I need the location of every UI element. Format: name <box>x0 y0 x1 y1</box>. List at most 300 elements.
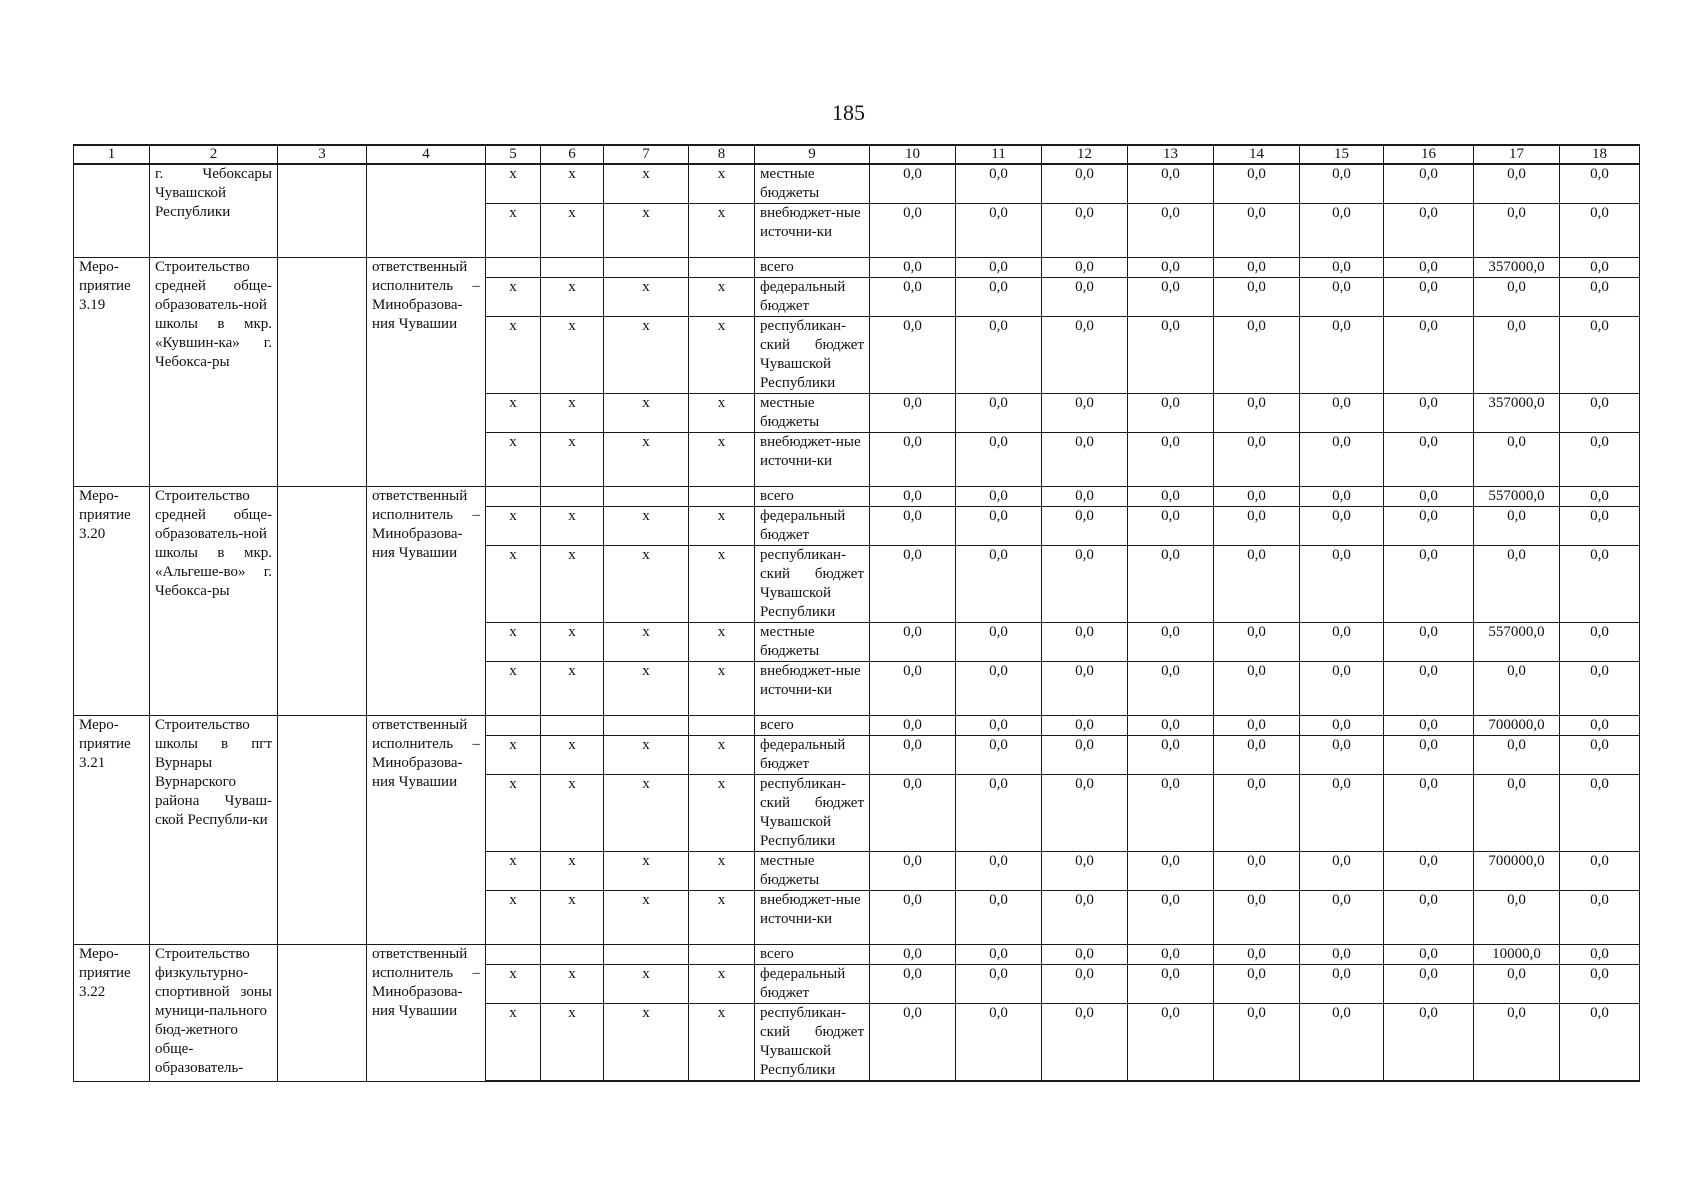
code-mark: х <box>486 1004 541 1082</box>
funding-value-col-16: 0,0 <box>1384 278 1474 317</box>
funding-value-col-12: 0,0 <box>1042 394 1128 433</box>
code-mark <box>486 716 541 736</box>
code-mark: х <box>486 736 541 775</box>
funding-value-col-13: 0,0 <box>1128 891 1214 945</box>
measure-col-3 <box>278 487 367 716</box>
funding-value-col-18: 0,0 <box>1560 775 1640 852</box>
funding-value-col-17: 557000,0 <box>1474 623 1560 662</box>
code-mark <box>604 716 689 736</box>
funding-value-col-14: 0,0 <box>1214 317 1300 394</box>
code-mark: х <box>486 775 541 852</box>
funding-value-col-11: 0,0 <box>956 394 1042 433</box>
funding-value-col-16: 0,0 <box>1384 164 1474 204</box>
funding-value-col-13: 0,0 <box>1128 736 1214 775</box>
code-mark: х <box>604 736 689 775</box>
funding-value-col-18: 0,0 <box>1560 433 1640 487</box>
funding-value-col-10: 0,0 <box>870 546 956 623</box>
header-col-4: 4 <box>367 145 486 164</box>
funding-value-col-14: 0,0 <box>1214 258 1300 278</box>
funding-value-col-15: 0,0 <box>1300 775 1384 852</box>
funding-source: республикан-ский бюджет Чувашской Республики <box>755 1004 870 1082</box>
code-mark: х <box>689 278 755 317</box>
funding-source: республикан-ский бюджет Чувашской Республики <box>755 317 870 394</box>
funding-source: местные бюджеты <box>755 164 870 204</box>
funding-value-col-10: 0,0 <box>870 623 956 662</box>
funding-value-col-13: 0,0 <box>1128 1004 1214 1082</box>
funding-value-col-18: 0,0 <box>1560 965 1640 1004</box>
funding-value-col-14: 0,0 <box>1214 736 1300 775</box>
funding-value-col-13: 0,0 <box>1128 258 1214 278</box>
header-col-6: 6 <box>541 145 604 164</box>
funding-value-col-18: 0,0 <box>1560 736 1640 775</box>
funding-value-col-12: 0,0 <box>1042 716 1128 736</box>
funding-value-col-17: 0,0 <box>1474 546 1560 623</box>
code-mark: х <box>604 546 689 623</box>
funding-value-col-10: 0,0 <box>870 891 956 945</box>
measure-name: г. Чебоксары Чувашской Республики <box>150 164 278 258</box>
header-col-8: 8 <box>689 145 755 164</box>
table-header <box>74 145 1640 164</box>
funding-value-col-10: 0,0 <box>870 775 956 852</box>
funding-value-col-10: 0,0 <box>870 852 956 891</box>
funding-value-col-12: 0,0 <box>1042 487 1128 507</box>
funding-source: всего <box>755 945 870 965</box>
code-mark: х <box>689 164 755 204</box>
code-mark: х <box>689 775 755 852</box>
funding-value-col-10: 0,0 <box>870 164 956 204</box>
funding-value-col-13: 0,0 <box>1128 716 1214 736</box>
funding-value-col-12: 0,0 <box>1042 164 1128 204</box>
funding-value-col-10: 0,0 <box>870 433 956 487</box>
funding-value-col-13: 0,0 <box>1128 965 1214 1004</box>
funding-value-col-18: 0,0 <box>1560 317 1640 394</box>
funding-value-col-16: 0,0 <box>1384 1004 1474 1082</box>
funding-value-col-13: 0,0 <box>1128 487 1214 507</box>
code-mark: х <box>604 891 689 945</box>
funding-value-col-13: 0,0 <box>1128 317 1214 394</box>
measure-name: Строительство средней обще-образователь-ной школы в мкр. «Кувшин-ка» г. Чебокса-ры <box>150 258 278 487</box>
funding-value-col-10: 0,0 <box>870 716 956 736</box>
funding-value-col-14: 0,0 <box>1214 945 1300 965</box>
funding-value-col-18: 0,0 <box>1560 623 1640 662</box>
funding-value-col-17: 0,0 <box>1474 433 1560 487</box>
table-body <box>74 164 1640 1081</box>
funding-value-col-17: 10000,0 <box>1474 945 1560 965</box>
funding-value-col-13: 0,0 <box>1128 623 1214 662</box>
header-col-17: 17 <box>1474 145 1560 164</box>
funding-value-col-10: 0,0 <box>870 204 956 258</box>
code-mark: х <box>689 317 755 394</box>
funding-value-col-17: 0,0 <box>1474 278 1560 317</box>
page-number: 185 <box>832 100 865 125</box>
funding-value-col-13: 0,0 <box>1128 775 1214 852</box>
header-col-15: 15 <box>1300 145 1384 164</box>
funding-value-col-12: 0,0 <box>1042 736 1128 775</box>
measure-code: Меро-приятие 3.22 <box>74 945 150 1082</box>
header-col-14: 14 <box>1214 145 1300 164</box>
measure-code: Меро-приятие 3.20 <box>74 487 150 716</box>
funding-value-col-14: 0,0 <box>1214 852 1300 891</box>
funding-value-col-14: 0,0 <box>1214 487 1300 507</box>
funding-value-col-11: 0,0 <box>956 317 1042 394</box>
funding-value-col-16: 0,0 <box>1384 487 1474 507</box>
funding-value-col-15: 0,0 <box>1300 487 1384 507</box>
header-row <box>74 145 1640 164</box>
funding-value-col-16: 0,0 <box>1384 736 1474 775</box>
funding-value-col-10: 0,0 <box>870 965 956 1004</box>
code-mark: х <box>604 1004 689 1082</box>
code-mark: х <box>689 507 755 546</box>
code-mark: х <box>689 736 755 775</box>
funding-value-col-11: 0,0 <box>956 487 1042 507</box>
code-mark: х <box>689 852 755 891</box>
code-mark <box>689 258 755 278</box>
code-mark: х <box>541 965 604 1004</box>
funding-value-col-11: 0,0 <box>956 891 1042 945</box>
funding-value-col-17: 0,0 <box>1474 736 1560 775</box>
funding-value-col-14: 0,0 <box>1214 546 1300 623</box>
code-mark <box>541 945 604 965</box>
measure-code <box>74 164 150 258</box>
funding-source: внебюджет-ные источни-ки <box>755 891 870 945</box>
funding-value-col-15: 0,0 <box>1300 164 1384 204</box>
funding-value-col-15: 0,0 <box>1300 546 1384 623</box>
code-mark: х <box>604 852 689 891</box>
code-mark <box>486 487 541 507</box>
code-mark: х <box>604 433 689 487</box>
code-mark: х <box>541 164 604 204</box>
funding-source: внебюджет-ные источни-ки <box>755 662 870 716</box>
code-mark: х <box>604 204 689 258</box>
header-col-10: 10 <box>870 145 956 164</box>
funding-value-col-12: 0,0 <box>1042 204 1128 258</box>
funding-value-col-14: 0,0 <box>1214 662 1300 716</box>
funding-value-col-17: 0,0 <box>1474 317 1560 394</box>
funding-value-col-15: 0,0 <box>1300 945 1384 965</box>
header-col-13: 13 <box>1128 145 1214 164</box>
funding-value-col-15: 0,0 <box>1300 662 1384 716</box>
funding-value-col-17: 0,0 <box>1474 164 1560 204</box>
funding-source: местные бюджеты <box>755 394 870 433</box>
funding-value-col-15: 0,0 <box>1300 507 1384 546</box>
header-col-9: 9 <box>755 145 870 164</box>
funding-value-col-15: 0,0 <box>1300 394 1384 433</box>
funding-value-col-16: 0,0 <box>1384 623 1474 662</box>
funding-value-col-11: 0,0 <box>956 965 1042 1004</box>
funding-value-col-10: 0,0 <box>870 278 956 317</box>
code-mark: х <box>604 394 689 433</box>
funding-value-col-11: 0,0 <box>956 1004 1042 1082</box>
code-mark: х <box>486 433 541 487</box>
funding-value-col-13: 0,0 <box>1128 204 1214 258</box>
code-mark <box>604 487 689 507</box>
funding-value-col-14: 0,0 <box>1214 716 1300 736</box>
code-mark: х <box>486 278 541 317</box>
funding-value-col-10: 0,0 <box>870 317 956 394</box>
code-mark: х <box>689 433 755 487</box>
measure-col-3 <box>278 258 367 487</box>
funding-value-col-11: 0,0 <box>956 716 1042 736</box>
measure-executor: ответственный исполнитель – Минобразова-ния Чувашии <box>367 716 486 945</box>
funding-value-col-16: 0,0 <box>1384 945 1474 965</box>
funding-value-col-16: 0,0 <box>1384 394 1474 433</box>
code-mark <box>541 487 604 507</box>
code-mark: х <box>689 204 755 258</box>
funding-value-col-14: 0,0 <box>1214 394 1300 433</box>
header-col-7: 7 <box>604 145 689 164</box>
funding-value-col-14: 0,0 <box>1214 1004 1300 1082</box>
code-mark: х <box>541 433 604 487</box>
funding-value-col-11: 0,0 <box>956 164 1042 204</box>
funding-source: внебюджет-ные источни-ки <box>755 433 870 487</box>
funding-value-col-12: 0,0 <box>1042 965 1128 1004</box>
funding-value-col-16: 0,0 <box>1384 433 1474 487</box>
code-mark: х <box>486 164 541 204</box>
funding-source: федеральный бюджет <box>755 278 870 317</box>
funding-value-col-11: 0,0 <box>956 662 1042 716</box>
funding-value-col-18: 0,0 <box>1560 662 1640 716</box>
funding-source: внебюджет-ные источни-ки <box>755 204 870 258</box>
funding-value-col-16: 0,0 <box>1384 662 1474 716</box>
funding-value-col-18: 0,0 <box>1560 945 1640 965</box>
funding-source: республикан-ский бюджет Чувашской Республики <box>755 775 870 852</box>
header-col-1: 1 <box>74 145 150 164</box>
funding-value-col-14: 0,0 <box>1214 204 1300 258</box>
funding-value-col-15: 0,0 <box>1300 204 1384 258</box>
funding-value-col-11: 0,0 <box>956 507 1042 546</box>
funding-value-col-12: 0,0 <box>1042 662 1128 716</box>
funding-source: федеральный бюджет <box>755 965 870 1004</box>
funding-value-col-12: 0,0 <box>1042 623 1128 662</box>
code-mark: х <box>541 775 604 852</box>
funding-value-col-18: 0,0 <box>1560 507 1640 546</box>
funding-value-col-13: 0,0 <box>1128 164 1214 204</box>
funding-source: федеральный бюджет <box>755 736 870 775</box>
header-col-3: 3 <box>278 145 367 164</box>
funding-value-col-13: 0,0 <box>1128 394 1214 433</box>
funding-value-col-11: 0,0 <box>956 775 1042 852</box>
funding-source: республикан-ский бюджет Чувашской Республики <box>755 546 870 623</box>
funding-value-col-15: 0,0 <box>1300 278 1384 317</box>
measure-name: Строительство средней обще-образователь-ной школы в мкр. «Альгеше-во» г. Чебокса-ры <box>150 487 278 716</box>
funding-value-col-11: 0,0 <box>956 433 1042 487</box>
code-mark <box>689 487 755 507</box>
funding-value-col-14: 0,0 <box>1214 891 1300 945</box>
code-mark: х <box>604 507 689 546</box>
code-mark: х <box>486 204 541 258</box>
funding-value-col-13: 0,0 <box>1128 433 1214 487</box>
code-mark: х <box>541 662 604 716</box>
funding-value-col-18: 0,0 <box>1560 891 1640 945</box>
measure-col-3 <box>278 164 367 258</box>
funding-value-col-10: 0,0 <box>870 487 956 507</box>
code-mark <box>604 258 689 278</box>
header-col-12: 12 <box>1042 145 1128 164</box>
funding-value-col-15: 0,0 <box>1300 852 1384 891</box>
funding-source: всего <box>755 716 870 736</box>
funding-value-col-18: 0,0 <box>1560 1004 1640 1082</box>
funding-value-col-16: 0,0 <box>1384 716 1474 736</box>
code-mark: х <box>541 623 604 662</box>
funding-value-col-18: 0,0 <box>1560 394 1640 433</box>
measure-code: Меро-приятие 3.19 <box>74 258 150 487</box>
code-mark: х <box>689 546 755 623</box>
funding-value-col-17: 700000,0 <box>1474 716 1560 736</box>
header-col-5: 5 <box>486 145 541 164</box>
funding-source: местные бюджеты <box>755 623 870 662</box>
funding-value-col-12: 0,0 <box>1042 317 1128 394</box>
code-mark: х <box>604 965 689 1004</box>
code-mark: х <box>541 546 604 623</box>
code-mark: х <box>486 317 541 394</box>
funding-value-col-15: 0,0 <box>1300 623 1384 662</box>
table-row <box>74 716 1640 736</box>
measure-name: Строительство физкультурно-спортивной зоны муници-пального бюд-жетного обще-образователь- <box>150 945 278 1082</box>
code-mark: х <box>689 891 755 945</box>
funding-value-col-16: 0,0 <box>1384 258 1474 278</box>
funding-value-col-12: 0,0 <box>1042 507 1128 546</box>
funding-value-col-17: 0,0 <box>1474 965 1560 1004</box>
code-mark: х <box>541 852 604 891</box>
table-row <box>74 945 1640 965</box>
code-mark: х <box>541 891 604 945</box>
funding-value-col-12: 0,0 <box>1042 546 1128 623</box>
funding-value-col-12: 0,0 <box>1042 433 1128 487</box>
code-mark: х <box>541 204 604 258</box>
code-mark <box>541 258 604 278</box>
table-row <box>74 258 1640 278</box>
code-mark: х <box>689 965 755 1004</box>
code-mark <box>604 945 689 965</box>
code-mark: х <box>541 736 604 775</box>
funding-source: местные бюджеты <box>755 852 870 891</box>
funding-value-col-18: 0,0 <box>1560 204 1640 258</box>
funding-value-col-12: 0,0 <box>1042 258 1128 278</box>
funding-value-col-11: 0,0 <box>956 278 1042 317</box>
measure-executor: ответственный исполнитель – Минобразова-ния Чувашии <box>367 945 486 1082</box>
funding-value-col-18: 0,0 <box>1560 278 1640 317</box>
code-mark: х <box>604 662 689 716</box>
funding-value-col-14: 0,0 <box>1214 164 1300 204</box>
code-mark: х <box>541 1004 604 1082</box>
code-mark <box>541 716 604 736</box>
funding-value-col-15: 0,0 <box>1300 891 1384 945</box>
funding-value-col-16: 0,0 <box>1384 507 1474 546</box>
funding-value-col-18: 0,0 <box>1560 258 1640 278</box>
funding-value-col-12: 0,0 <box>1042 1004 1128 1082</box>
funding-value-col-11: 0,0 <box>956 852 1042 891</box>
code-mark: х <box>486 546 541 623</box>
measure-executor: ответственный исполнитель – Минобразова-ния Чувашии <box>367 487 486 716</box>
code-mark: х <box>541 394 604 433</box>
funding-source: всего <box>755 258 870 278</box>
funding-value-col-17: 700000,0 <box>1474 852 1560 891</box>
funding-value-col-12: 0,0 <box>1042 852 1128 891</box>
measure-col-3 <box>278 716 367 945</box>
funding-value-col-12: 0,0 <box>1042 278 1128 317</box>
funding-value-col-11: 0,0 <box>956 945 1042 965</box>
funding-value-col-16: 0,0 <box>1384 775 1474 852</box>
funding-value-col-15: 0,0 <box>1300 258 1384 278</box>
code-mark <box>486 945 541 965</box>
measure-col-3 <box>278 945 367 1082</box>
code-mark: х <box>604 317 689 394</box>
funding-value-col-13: 0,0 <box>1128 546 1214 623</box>
code-mark: х <box>689 623 755 662</box>
funding-value-col-11: 0,0 <box>956 546 1042 623</box>
funding-value-col-17: 0,0 <box>1474 1004 1560 1082</box>
header-col-18: 18 <box>1560 145 1640 164</box>
funding-value-col-10: 0,0 <box>870 736 956 775</box>
funding-value-col-17: 0,0 <box>1474 204 1560 258</box>
funding-value-col-17: 0,0 <box>1474 891 1560 945</box>
funding-value-col-12: 0,0 <box>1042 775 1128 852</box>
funding-value-col-15: 0,0 <box>1300 317 1384 394</box>
measure-executor <box>367 164 486 258</box>
code-mark <box>486 258 541 278</box>
funding-value-col-15: 0,0 <box>1300 965 1384 1004</box>
header-col-16: 16 <box>1384 145 1474 164</box>
code-mark: х <box>604 623 689 662</box>
funding-value-col-11: 0,0 <box>956 204 1042 258</box>
funding-value-col-14: 0,0 <box>1214 278 1300 317</box>
funding-value-col-18: 0,0 <box>1560 487 1640 507</box>
funding-value-col-12: 0,0 <box>1042 891 1128 945</box>
code-mark: х <box>486 965 541 1004</box>
funding-value-col-13: 0,0 <box>1128 945 1214 965</box>
funding-value-col-10: 0,0 <box>870 394 956 433</box>
header-col-11: 11 <box>956 145 1042 164</box>
code-mark: х <box>604 278 689 317</box>
code-mark: х <box>486 891 541 945</box>
funding-value-col-14: 0,0 <box>1214 507 1300 546</box>
funding-value-col-17: 357000,0 <box>1474 258 1560 278</box>
funding-value-col-17: 0,0 <box>1474 775 1560 852</box>
funding-value-col-18: 0,0 <box>1560 716 1640 736</box>
funding-value-col-11: 0,0 <box>956 736 1042 775</box>
code-mark: х <box>541 317 604 394</box>
code-mark <box>689 716 755 736</box>
measure-name: Строительство школы в пгт Вурнары Вурнарского района Чуваш-ской Республи-ки <box>150 716 278 945</box>
funding-value-col-15: 0,0 <box>1300 433 1384 487</box>
table-row <box>74 164 1640 204</box>
funding-value-col-13: 0,0 <box>1128 852 1214 891</box>
funding-value-col-13: 0,0 <box>1128 507 1214 546</box>
funding-value-col-16: 0,0 <box>1384 546 1474 623</box>
code-mark: х <box>486 662 541 716</box>
funding-value-col-17: 0,0 <box>1474 662 1560 716</box>
budget-table <box>73 144 1640 1082</box>
funding-source: федеральный бюджет <box>755 507 870 546</box>
funding-value-col-14: 0,0 <box>1214 965 1300 1004</box>
funding-value-col-15: 0,0 <box>1300 1004 1384 1082</box>
funding-value-col-17: 0,0 <box>1474 507 1560 546</box>
code-mark: х <box>604 164 689 204</box>
code-mark: х <box>541 278 604 317</box>
funding-value-col-18: 0,0 <box>1560 546 1640 623</box>
funding-value-col-15: 0,0 <box>1300 716 1384 736</box>
funding-value-col-13: 0,0 <box>1128 278 1214 317</box>
funding-value-col-16: 0,0 <box>1384 891 1474 945</box>
funding-source: всего <box>755 487 870 507</box>
funding-value-col-11: 0,0 <box>956 258 1042 278</box>
funding-value-col-14: 0,0 <box>1214 775 1300 852</box>
funding-value-col-10: 0,0 <box>870 258 956 278</box>
funding-value-col-10: 0,0 <box>870 507 956 546</box>
funding-value-col-11: 0,0 <box>956 623 1042 662</box>
code-mark <box>689 945 755 965</box>
funding-value-col-18: 0,0 <box>1560 164 1640 204</box>
